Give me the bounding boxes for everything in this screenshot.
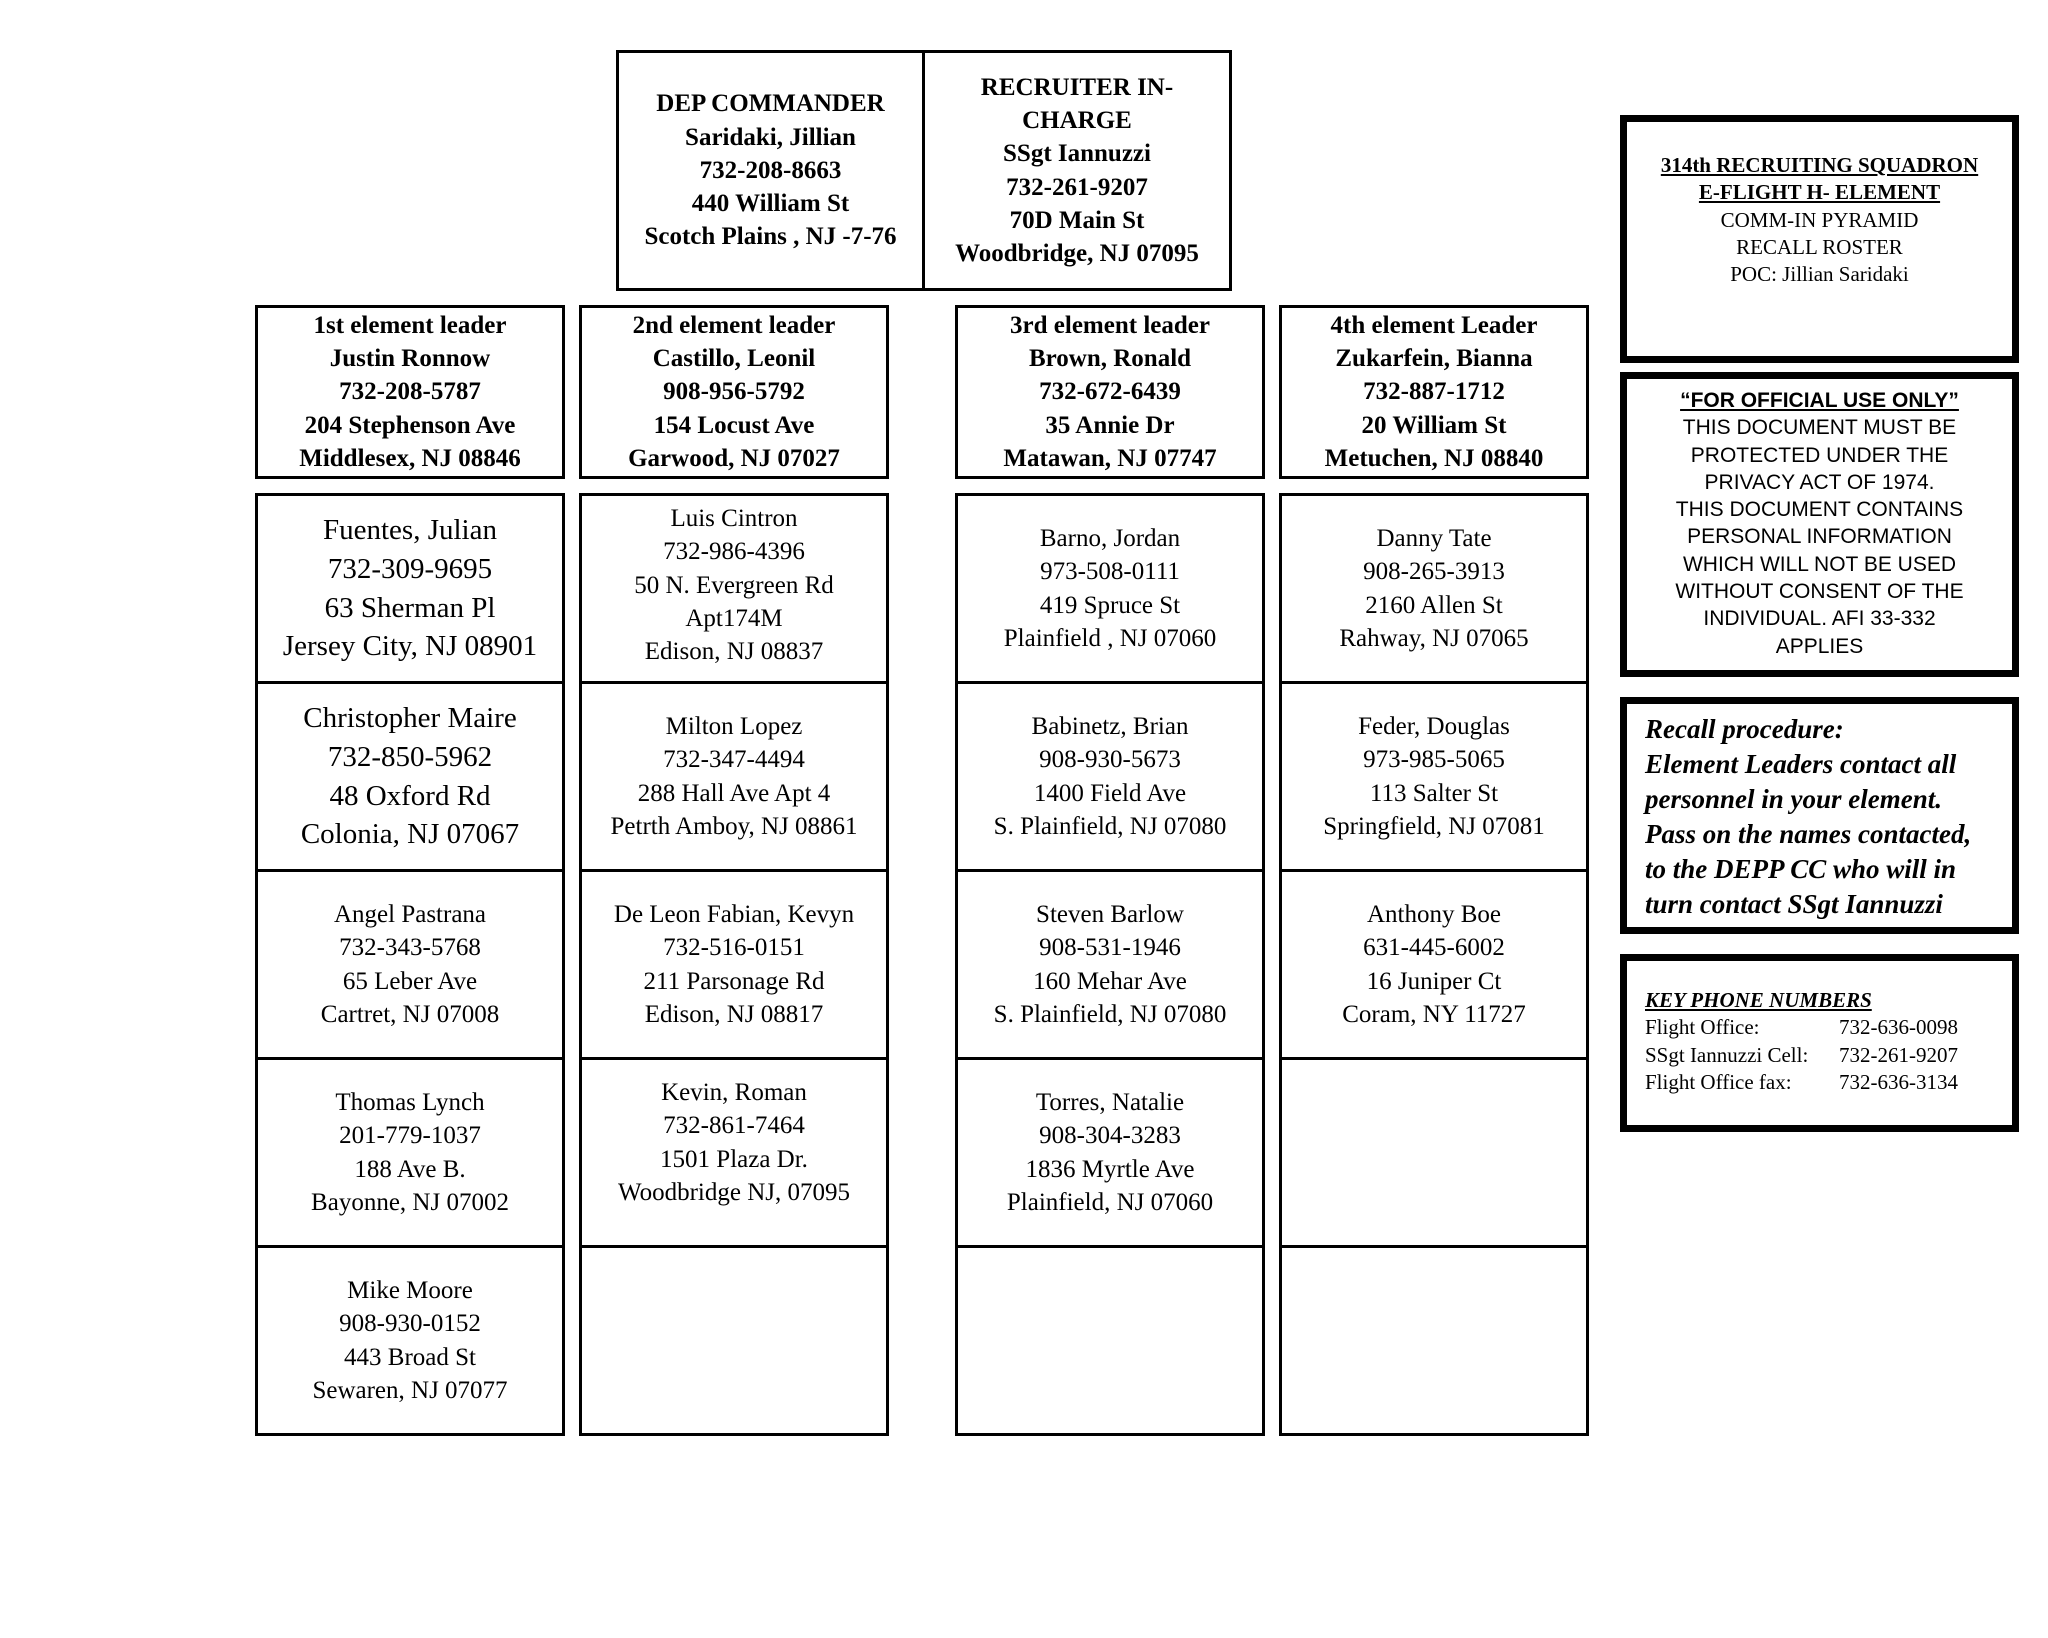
member-card <box>255 493 565 684</box>
member-line: Apt174M <box>685 604 783 632</box>
member-line: Thomas Lynch <box>335 1089 485 1116</box>
fouo-line: THIS DOCUMENT MUST BE <box>1682 416 1957 440</box>
element-leader-line: Middlesex, NJ 08846 <box>299 444 521 472</box>
member-line: 973-508-0111 <box>1040 558 1180 586</box>
recruiter-title-1: RECRUITER IN- <box>980 73 1174 101</box>
commander-name: Saridaki, Jillian <box>685 123 856 151</box>
member-line: Luis Cintron <box>670 505 798 532</box>
member-line: Rahway, NJ 07065 <box>1339 624 1529 652</box>
member-line: Angel Pastrana <box>333 901 487 928</box>
element-leader-line: 154 Locust Ave <box>653 411 815 439</box>
member-line: Woodbridge NJ, 07095 <box>618 1178 850 1206</box>
member-line: S. Plainfield, NJ 07080 <box>993 1000 1227 1028</box>
commander-street: 440 William St <box>691 190 850 218</box>
recall-heading: Recall procedure: <box>1645 714 1844 744</box>
key-phone-label: SSgt Iannuzzi Cell: <box>1645 1042 1809 1067</box>
member-line: 65 Leber Ave <box>342 967 478 995</box>
member-line: 188 Ave B. <box>354 1155 466 1183</box>
recall-procedure-box <box>1620 697 2019 934</box>
element-leader-box <box>1279 305 1589 479</box>
member-card <box>579 869 889 1060</box>
member-line: Danny Tate <box>1376 525 1492 552</box>
member-line: 631-445-6002 <box>1363 934 1505 962</box>
member-card <box>255 869 565 1060</box>
element-leader-line: 204 Stephenson Ave <box>304 411 516 439</box>
recruiter-phone: 732-261-9207 <box>1006 173 1148 201</box>
member-line: Mike Moore <box>347 1277 473 1304</box>
dep-commander-box <box>616 50 925 291</box>
member-line: 1501 Plaza Dr. <box>660 1145 808 1173</box>
recruiter-street: 70D Main St <box>1009 206 1145 234</box>
key-phone-numbers-box <box>1620 954 2019 1132</box>
key-phone-label: Flight Office fax: <box>1645 1069 1792 1094</box>
member-line: 50 N. Evergreen Rd <box>634 571 834 599</box>
element-leader-line: Metuchen, NJ 08840 <box>1324 444 1544 472</box>
member-line: Colonia, NJ 07067 <box>300 818 520 851</box>
recall-line: personnel in your element. <box>1645 784 1943 815</box>
fouo-line: INDIVIDUAL. AFI 33-332 <box>1703 607 1936 631</box>
member-card <box>255 1245 565 1436</box>
element-leader-line: Zukarfein, Bianna <box>1335 345 1533 373</box>
member-line: Petrth Amboy, NJ 08861 <box>610 812 858 840</box>
member-line: Sewaren, NJ 07077 <box>312 1376 508 1404</box>
recruiter-name: SSgt Iannuzzi <box>1003 140 1151 168</box>
member-line: 732-861-7464 <box>663 1112 805 1140</box>
member-line: 732-986-4396 <box>663 538 805 566</box>
member-line: Jersey City, NJ 08901 <box>282 630 538 663</box>
member-line: 732-850-5962 <box>327 740 493 773</box>
recruiter-city: Woodbridge, NJ 07095 <box>955 240 1199 267</box>
member-line: 211 Parsonage Rd <box>643 967 825 995</box>
member-card <box>955 493 1265 684</box>
fouo-heading: “FOR OFFICIAL USE ONLY” <box>1680 389 1959 412</box>
member-line: S. Plainfield, NJ 07080 <box>993 812 1227 840</box>
recall-line: to the DEPP CC who will in <box>1645 854 1957 885</box>
member-line: 732-343-5768 <box>339 934 481 962</box>
element-leader-line: Justin Ronnow <box>329 345 491 373</box>
fouo-line: WITHOUT CONSENT OF THE <box>1675 580 1964 604</box>
element-leader-title: 4th element Leader <box>1330 311 1538 339</box>
element-leader-line: Brown, Ronald <box>1028 345 1192 373</box>
member-line: 419 Spruce St <box>1039 591 1181 619</box>
member-card <box>579 1057 889 1248</box>
recall-line: turn contact SSgt Iannuzzi <box>1645 889 1943 920</box>
element-leader-line: 20 William St <box>1361 411 1507 439</box>
commander-phone: 732-208-8663 <box>699 156 842 184</box>
member-card <box>955 1057 1265 1248</box>
member-line: Coram, NY 11727 <box>1342 1000 1526 1028</box>
empty-member-slot <box>955 1245 1265 1436</box>
element-leader-box <box>255 305 565 479</box>
key-phone-row <box>1645 1014 2012 1041</box>
roster-poc: POC: Jillian Saridaki <box>1730 262 1909 287</box>
element-leader-title: 2nd element leader <box>632 311 836 339</box>
fouo-line: PERSONAL INFORMATION <box>1687 525 1952 549</box>
recruiter-in-charge-box <box>922 50 1232 291</box>
member-card <box>255 681 565 872</box>
member-line: 908-930-0152 <box>339 1310 481 1338</box>
member-line: 1836 Myrtle Ave <box>1025 1155 1195 1183</box>
member-line: 908-265-3913 <box>1363 558 1505 586</box>
key-phone-value: 732-261-9207 <box>1839 1042 1958 1067</box>
fouo-line: APPLIES <box>1775 634 1864 658</box>
member-line: Edison, NJ 08837 <box>644 638 824 665</box>
member-line: Barno, Jordan <box>1039 525 1181 552</box>
member-line: 732-347-4494 <box>663 746 805 774</box>
member-line: Cartret, NJ 07008 <box>320 1000 500 1028</box>
commander-city: Scotch Plains , NJ -7-76 <box>644 223 897 251</box>
member-line: Kevin, Roman <box>661 1079 807 1106</box>
member-line: 113 Salter St <box>1369 779 1499 807</box>
element-leader-line: 732-887-1712 <box>1363 378 1505 406</box>
key-phone-row <box>1645 1042 2012 1069</box>
key-phone-numbers-title: KEY PHONE NUMBERS <box>1645 988 1872 1012</box>
member-line: Fuentes, Julian <box>323 514 497 547</box>
recall-line: Pass on the names contacted, <box>1645 819 1972 850</box>
member-line: De Leon Fabian, Kevyn <box>613 901 855 928</box>
member-line: 201-779-1037 <box>339 1122 481 1150</box>
member-card <box>1279 869 1589 1060</box>
element-leader-line: Castillo, Leonil <box>652 345 816 373</box>
fouo-line: THIS DOCUMENT CONTAINS <box>1675 498 1964 522</box>
roster-title-box <box>1620 115 2019 363</box>
element-leader-line: Garwood, NJ 07027 <box>628 444 840 472</box>
member-line: 973-985-5065 <box>1363 746 1505 774</box>
element-leader-box <box>955 305 1265 479</box>
member-line: Feder, Douglas <box>1358 713 1510 740</box>
member-line: Plainfield, NJ 07060 <box>1006 1188 1214 1216</box>
flight-element: E-FLIGHT H- ELEMENT <box>1698 180 1941 205</box>
fouo-notice-box <box>1620 372 2019 677</box>
key-phone-label: Flight Office: <box>1645 1015 1760 1040</box>
member-line: Bayonne, NJ 07002 <box>311 1188 509 1216</box>
key-phone-value: 732-636-3134 <box>1839 1069 1958 1094</box>
recall-line: Element Leaders contact all <box>1645 749 1957 780</box>
member-line: Edison, NJ 08817 <box>644 1000 824 1028</box>
member-card <box>579 493 889 684</box>
member-line: 908-304-3283 <box>1039 1122 1181 1150</box>
key-phone-row <box>1645 1069 2012 1096</box>
member-line: 908-531-1946 <box>1039 934 1181 962</box>
element-leader-title: 3rd element leader <box>1010 311 1210 339</box>
member-card <box>1279 493 1589 684</box>
member-card <box>955 681 1265 872</box>
fouo-line: PRIVACY ACT OF 1974. <box>1704 470 1935 494</box>
member-line: 63 Sherman Pl <box>324 591 496 624</box>
empty-member-slot <box>1279 1245 1589 1436</box>
roster-subtitle-1: COMM-IN PYRAMID <box>1720 207 1919 232</box>
recruiter-title-2: CHARGE <box>1022 107 1132 134</box>
member-line: 908-930-5673 <box>1039 746 1181 774</box>
member-card <box>579 681 889 872</box>
member-line: Torres, Natalie <box>1035 1089 1185 1116</box>
element-leader-line: 35 Annie Dr <box>1045 411 1175 439</box>
key-phone-value: 732-636-0098 <box>1839 1015 1958 1040</box>
member-line: 1400 Field Ave <box>1033 779 1187 807</box>
element-leader-line: 732-208-5787 <box>339 378 481 406</box>
member-line: 732-309-9695 <box>327 552 493 585</box>
roster-subtitle-2: RECALL ROSTER <box>1736 234 1903 259</box>
member-line: 288 Hall Ave Apt 4 <box>637 779 831 807</box>
member-line: 732-516-0151 <box>663 934 805 962</box>
empty-member-slot <box>579 1245 889 1436</box>
member-line: 16 Juniper Ct <box>1366 967 1502 995</box>
member-line: 2160 Allen St <box>1365 591 1503 619</box>
element-leader-line: Matawan, NJ 07747 <box>1003 444 1217 472</box>
member-card <box>955 869 1265 1060</box>
member-line: Milton Lopez <box>665 713 803 740</box>
member-line: Anthony Boe <box>1366 901 1502 928</box>
member-line: Christopher Maire <box>303 702 517 735</box>
element-leader-title: 1st element leader <box>313 311 507 339</box>
empty-member-slot <box>1279 1057 1589 1248</box>
element-leader-line: 732-672-6439 <box>1039 378 1181 406</box>
member-line: 48 Oxford Rd <box>329 779 491 812</box>
member-line: Babinetz, Brian <box>1031 713 1189 740</box>
member-line: 160 Mehar Ave <box>1033 967 1187 995</box>
member-card <box>255 1057 565 1248</box>
member-line: Plainfield , NJ 07060 <box>1003 624 1217 652</box>
fouo-line: PROTECTED UNDER THE <box>1690 443 1949 467</box>
squadron-name: 314th RECRUITING SQUADRON <box>1660 153 1979 177</box>
member-card <box>1279 681 1589 872</box>
commander-title: DEP COMMANDER <box>656 90 885 118</box>
member-line: 443 Broad St <box>344 1343 476 1371</box>
fouo-line: WHICH WILL NOT BE USED <box>1682 552 1957 576</box>
element-leader-line: 908-956-5792 <box>663 378 805 406</box>
member-line: Springfield, NJ 07081 <box>1323 812 1545 840</box>
member-line: Steven Barlow <box>1036 901 1184 928</box>
element-leader-box <box>579 305 889 479</box>
